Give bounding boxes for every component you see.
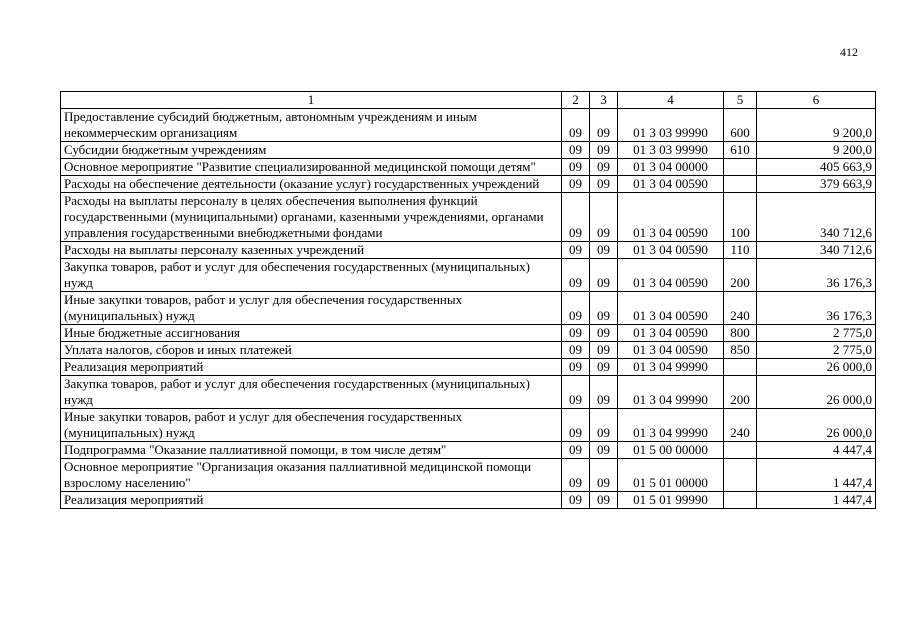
row-section-cell: 09 bbox=[562, 292, 590, 325]
column-header-1: 1 bbox=[61, 92, 562, 109]
table-row bbox=[61, 242, 876, 259]
row-name-cell: Основное мероприятие "Развитие специализированной медицинской помощи детям" bbox=[61, 159, 562, 176]
row-section-cell: 09 bbox=[562, 325, 590, 342]
row-subsection-cell: 09 bbox=[590, 409, 618, 442]
row-name-cell: Закупка товаров, работ и услуг для обеспечения государственных (муниципальных) нужд bbox=[61, 376, 562, 409]
row-name-cell: Реализация мероприятий bbox=[61, 359, 562, 376]
row-name-cell: Расходы на выплаты персоналу в целях обеспечения выполнения функций государственными (муниципальными) органами, казенными учреждениями, органами управления государственными внебюджетными фондами bbox=[61, 193, 562, 242]
row-section-cell: 09 bbox=[562, 359, 590, 376]
row-subsection-cell: 09 bbox=[590, 109, 618, 142]
row-amount-cell: 340 712,6 bbox=[757, 242, 876, 259]
row-subsection-cell: 09 bbox=[590, 459, 618, 492]
row-subsection-cell: 09 bbox=[590, 359, 618, 376]
table-row bbox=[61, 176, 876, 193]
row-subsection-cell: 09 bbox=[590, 492, 618, 509]
row-name-cell: Предоставление субсидий бюджетным, автономным учреждениям и иным некоммерческим организациям bbox=[61, 109, 562, 142]
row-target-article-cell: 01 3 04 99990 bbox=[618, 409, 724, 442]
row-subsection-cell: 09 bbox=[590, 193, 618, 242]
row-amount-cell: 9 200,0 bbox=[757, 142, 876, 159]
row-target-article-cell: 01 3 04 99990 bbox=[618, 376, 724, 409]
row-name-cell: Субсидии бюджетным учреждениям bbox=[61, 142, 562, 159]
row-target-article-cell: 01 3 04 99990 bbox=[618, 359, 724, 376]
row-amount-cell: 9 200,0 bbox=[757, 109, 876, 142]
row-name-cell: Реализация мероприятий bbox=[61, 492, 562, 509]
column-header-6: 6 bbox=[757, 92, 876, 109]
row-subsection-cell: 09 bbox=[590, 142, 618, 159]
table-row bbox=[61, 442, 876, 459]
row-expense-type-cell: 600 bbox=[724, 109, 757, 142]
row-target-article-cell: 01 5 00 00000 bbox=[618, 442, 724, 459]
row-expense-type-cell bbox=[724, 176, 757, 193]
row-section-cell: 09 bbox=[562, 492, 590, 509]
row-section-cell: 09 bbox=[562, 109, 590, 142]
table-row bbox=[61, 409, 876, 442]
row-section-cell: 09 bbox=[562, 159, 590, 176]
budget-table bbox=[60, 91, 876, 509]
column-header-2: 2 bbox=[562, 92, 590, 109]
row-subsection-cell: 09 bbox=[590, 376, 618, 409]
row-expense-type-cell bbox=[724, 492, 757, 509]
table-row bbox=[61, 359, 876, 376]
row-target-article-cell: 01 5 01 00000 bbox=[618, 459, 724, 492]
row-target-article-cell: 01 3 04 00590 bbox=[618, 292, 724, 325]
row-subsection-cell: 09 bbox=[590, 159, 618, 176]
column-header-3: 3 bbox=[590, 92, 618, 109]
row-expense-type-cell: 240 bbox=[724, 292, 757, 325]
row-amount-cell: 2 775,0 bbox=[757, 342, 876, 359]
column-header-5: 5 bbox=[724, 92, 757, 109]
row-expense-type-cell: 110 bbox=[724, 242, 757, 259]
row-section-cell: 09 bbox=[562, 176, 590, 193]
row-amount-cell: 379 663,9 bbox=[757, 176, 876, 193]
table-row bbox=[61, 376, 876, 409]
table-row bbox=[61, 193, 876, 242]
row-target-article-cell: 01 3 04 00590 bbox=[618, 242, 724, 259]
row-amount-cell: 405 663,9 bbox=[757, 159, 876, 176]
row-target-article-cell: 01 3 04 00590 bbox=[618, 342, 724, 359]
row-target-article-cell: 01 3 03 99990 bbox=[618, 109, 724, 142]
row-subsection-cell: 09 bbox=[590, 242, 618, 259]
row-name-cell: Закупка товаров, работ и услуг для обеспечения государственных (муниципальных) нужд bbox=[61, 259, 562, 292]
row-expense-type-cell: 200 bbox=[724, 376, 757, 409]
row-section-cell: 09 bbox=[562, 259, 590, 292]
row-subsection-cell: 09 bbox=[590, 442, 618, 459]
row-amount-cell: 26 000,0 bbox=[757, 376, 876, 409]
page-number: 412 bbox=[840, 45, 858, 59]
row-target-article-cell: 01 3 04 00590 bbox=[618, 176, 724, 193]
table-row bbox=[61, 492, 876, 509]
table-row bbox=[61, 159, 876, 176]
table-row bbox=[61, 259, 876, 292]
row-section-cell: 09 bbox=[562, 142, 590, 159]
row-expense-type-cell bbox=[724, 442, 757, 459]
row-expense-type-cell: 850 bbox=[724, 342, 757, 359]
row-target-article-cell: 01 3 04 00590 bbox=[618, 193, 724, 242]
row-name-cell: Расходы на выплаты персоналу казенных учреждений bbox=[61, 242, 562, 259]
row-section-cell: 09 bbox=[562, 442, 590, 459]
row-subsection-cell: 09 bbox=[590, 176, 618, 193]
row-name-cell: Иные бюджетные ассигнования bbox=[61, 325, 562, 342]
table-row bbox=[61, 142, 876, 159]
row-subsection-cell: 09 bbox=[590, 342, 618, 359]
table-header-row bbox=[61, 92, 876, 109]
row-target-article-cell: 01 3 03 99990 bbox=[618, 142, 724, 159]
row-name-cell: Основное мероприятие "Организация оказания паллиативной медицинской помощи взрослому населению" bbox=[61, 459, 562, 492]
table-row bbox=[61, 459, 876, 492]
row-section-cell: 09 bbox=[562, 409, 590, 442]
row-expense-type-cell: 200 bbox=[724, 259, 757, 292]
row-expense-type-cell: 800 bbox=[724, 325, 757, 342]
row-expense-type-cell bbox=[724, 459, 757, 492]
row-amount-cell: 4 447,4 bbox=[757, 442, 876, 459]
row-expense-type-cell bbox=[724, 159, 757, 176]
row-section-cell: 09 bbox=[562, 459, 590, 492]
row-target-article-cell: 01 3 04 00000 bbox=[618, 159, 724, 176]
row-amount-cell: 340 712,6 bbox=[757, 193, 876, 242]
row-amount-cell: 2 775,0 bbox=[757, 325, 876, 342]
row-name-cell: Иные закупки товаров, работ и услуг для обеспечения государственных (муниципальных) нужд bbox=[61, 292, 562, 325]
table-row bbox=[61, 292, 876, 325]
row-amount-cell: 26 000,0 bbox=[757, 409, 876, 442]
row-subsection-cell: 09 bbox=[590, 325, 618, 342]
row-expense-type-cell: 240 bbox=[724, 409, 757, 442]
row-subsection-cell: 09 bbox=[590, 259, 618, 292]
row-subsection-cell: 09 bbox=[590, 292, 618, 325]
row-section-cell: 09 bbox=[562, 342, 590, 359]
row-section-cell: 09 bbox=[562, 193, 590, 242]
row-amount-cell: 26 000,0 bbox=[757, 359, 876, 376]
row-amount-cell: 1 447,4 bbox=[757, 459, 876, 492]
row-amount-cell: 36 176,3 bbox=[757, 292, 876, 325]
row-name-cell: Уплата налогов, сборов и иных платежей bbox=[61, 342, 562, 359]
row-expense-type-cell: 610 bbox=[724, 142, 757, 159]
row-expense-type-cell bbox=[724, 359, 757, 376]
row-amount-cell: 36 176,3 bbox=[757, 259, 876, 292]
row-section-cell: 09 bbox=[562, 242, 590, 259]
row-section-cell: 09 bbox=[562, 376, 590, 409]
row-name-cell: Расходы на обеспечение деятельности (оказание услуг) государственных учреждений bbox=[61, 176, 562, 193]
column-header-4: 4 bbox=[618, 92, 724, 109]
table-row bbox=[61, 342, 876, 359]
row-target-article-cell: 01 3 04 00590 bbox=[618, 259, 724, 292]
row-name-cell: Иные закупки товаров, работ и услуг для обеспечения государственных (муниципальных) нужд bbox=[61, 409, 562, 442]
row-amount-cell: 1 447,4 bbox=[757, 492, 876, 509]
table-row bbox=[61, 109, 876, 142]
row-name-cell: Подпрограмма "Оказание паллиативной помощи, в том числе детям" bbox=[61, 442, 562, 459]
row-expense-type-cell: 100 bbox=[724, 193, 757, 242]
row-target-article-cell: 01 5 01 99990 bbox=[618, 492, 724, 509]
row-target-article-cell: 01 3 04 00590 bbox=[618, 325, 724, 342]
table-row bbox=[61, 325, 876, 342]
